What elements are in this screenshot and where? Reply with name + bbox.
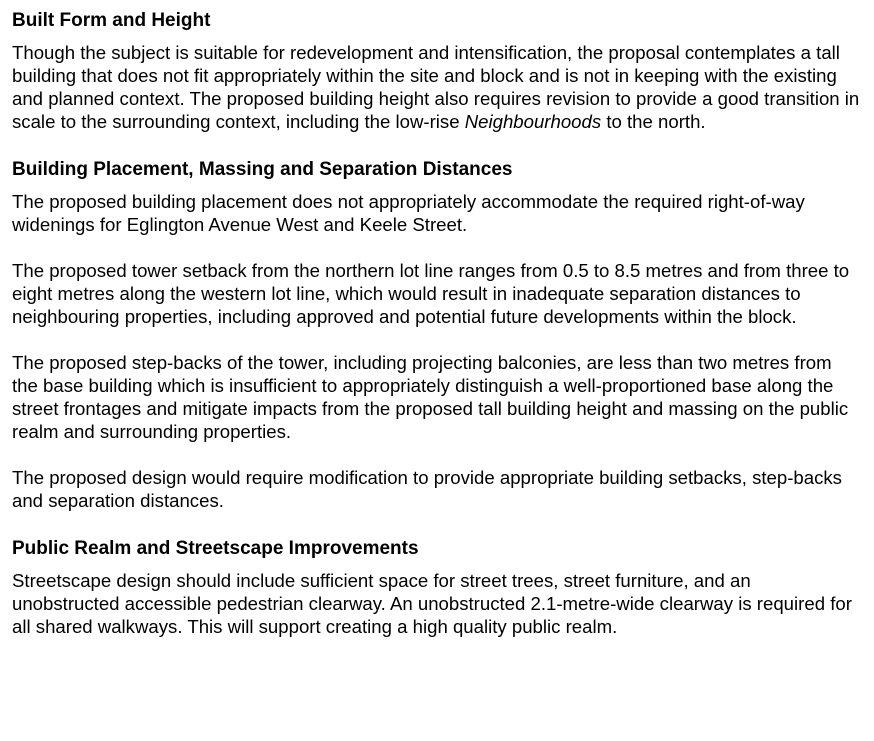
section-heading-built-form: Built Form and Height (12, 10, 211, 31)
paragraph-built-form (12, 41, 862, 133)
paragraph-row-widenings: The proposed building placement does not appropriately accommodate the required right-of-way widenings for Eglington Avenue West and Keele Street. (12, 191, 805, 235)
paragraph-text: Though the subject is suitable for redevelopment and intensification, the proposal contemplates a tall building that does not fit appropriately within the site and block and is not in keeping with the existing and planned context. The proposed building height also requires revision to provide a good transition in scale to the surrounding context, including the low-rise (12, 42, 860, 132)
section-heading-building-placement: Building Placement, Massing and Separation Distances (12, 159, 513, 180)
section-heading-public-realm: Public Realm and Streetscape Improvements (12, 538, 419, 559)
paragraph-text: to the north. (601, 111, 706, 132)
document-body (12, 9, 862, 638)
paragraph-tower-setback: The proposed tower setback from the northern lot line ranges from 0.5 to 8.5 metres and from three to eight metres along the western lot line, which would result in inadequate separation distances to neighbouring properties, including approved and potential future developments within the block. (12, 260, 850, 327)
paragraph-step-backs: The proposed step-backs of the tower, including projecting balconies, are less than two metres from the base building which is insufficient to appropriately distinguish a well-proportioned base along the street frontages and mitigate impacts from the proposed tall building height and massing on the public realm and surrounding properties. (12, 352, 849, 442)
paragraph-design-modification: The proposed design would require modification to provide appropriate building setbacks, step-backs and separation distances. (12, 467, 842, 511)
paragraph-italic-term: Neighbourhoods (464, 111, 602, 132)
paragraph-streetscape: Streetscape design should include sufficient space for street trees, street furniture, and an unobstructed accessible pedestrian clearway. An unobstructed 2.1-metre-wide clearway is required for all shared walkways. This will support creating a high quality public realm. (12, 570, 852, 637)
